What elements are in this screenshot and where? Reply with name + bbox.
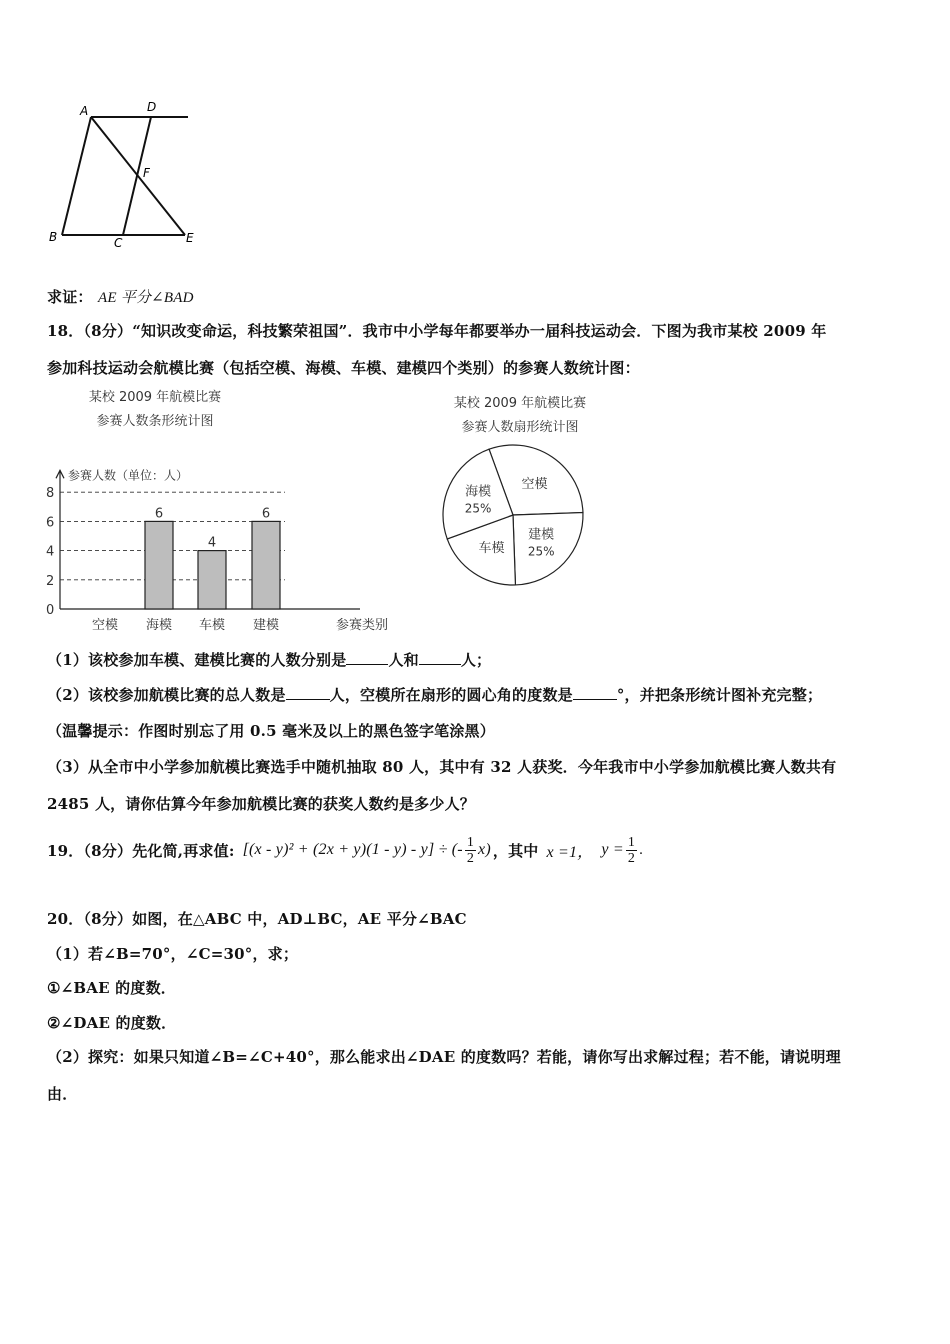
y-tick-label: 2	[46, 573, 55, 589]
bar-chart	[30, 435, 390, 640]
q20-stem: 20．（8分）如图，在△ABC 中，AD⊥BC，AE 平分∠BAC	[47, 910, 467, 928]
q17-prove-label: 求证：	[47, 288, 93, 306]
q19-y-num: 1	[627, 834, 636, 850]
q18-part2	[47, 684, 822, 705]
q19	[47, 830, 643, 870]
q18-part3-line2: 2485 人，请你估算今年参加航模比赛的获奖人数约是多少人？	[47, 795, 475, 813]
x-tick-label: 建模	[252, 618, 280, 633]
answer-blank[interactable]	[419, 650, 461, 665]
q18-hint: （温馨提示：作图时别忘了用 0.5 毫米及以上的黑色签字笔涂黑）	[47, 722, 495, 740]
q20-part1: （1）若∠B=70°，∠C=30°，求；	[47, 945, 299, 963]
y-tick-label: 6	[46, 515, 55, 531]
x-tick-label: 海模	[145, 618, 173, 633]
q18-part1	[47, 649, 491, 670]
q19-y-den: 2	[627, 850, 636, 866]
point-label-f: F	[143, 166, 150, 180]
slice-percent-label: 25%	[527, 544, 555, 559]
y-axis-label: 参赛人数（单位：人）	[68, 468, 189, 483]
data-label: 6	[154, 506, 164, 522]
y-tick-label: 8	[46, 486, 55, 502]
q18-part1-text-a: （1）该校参加车模、建模比赛的人数分别是	[47, 651, 347, 669]
q19-prefix: 19．（8分）先化简,再求值:	[47, 841, 235, 860]
bar	[252, 521, 280, 609]
slice-label: 车模	[478, 540, 505, 556]
q19-end: .	[639, 841, 644, 858]
slice-label: 空模	[521, 477, 548, 493]
q18-part1-text-b: 人和	[388, 651, 419, 669]
slice-percent-label: 25%	[464, 501, 492, 516]
slice-label: 建模	[528, 527, 555, 543]
q18-part1-text-c: 人；	[460, 651, 492, 669]
q18-part2-text-c: °，并把条形统计图补充完整；	[616, 686, 823, 704]
answer-blank[interactable]	[573, 685, 617, 700]
q18-stem-line1: 18．（8分）“知识改变命运，科技繁荣祖国”．我市中小学每年都要举办一届科技运动会．下图为我市某校 2009 年	[47, 322, 827, 340]
q20-sub1: ①∠BAE 的度数．	[47, 979, 176, 997]
x-axis-label: 参赛类别	[335, 618, 389, 633]
q17-prove-statement: AE 平分∠BAD	[98, 290, 194, 306]
x-tick-label: 空模	[91, 618, 119, 633]
point-label-d: D	[147, 100, 157, 114]
bar-chart-subtitle: 参赛人数条形统计图	[96, 414, 214, 429]
slice-label: 海模	[465, 484, 492, 500]
q19-frac-num: 1	[466, 834, 475, 850]
segment-ab	[62, 117, 91, 235]
pie-chart	[438, 440, 588, 590]
point-label-c: C	[114, 236, 123, 250]
q18-stem-line2: 参加科技运动会航模比赛（包括空模、海模、车模、建模四个类别）的参赛人数统计图：	[47, 359, 640, 377]
q17-prove	[47, 286, 194, 307]
bar-chart-title: 某校 2009 年航模比赛	[88, 390, 222, 405]
y-tick-label: 4	[46, 544, 55, 560]
q20-part2-line1: （2）探究：如果只知道∠B=∠C+40°，那么能求出∠DAE 的度数吗？若能，请你写出求解过程；若不能，请说明理	[47, 1048, 841, 1066]
bar	[198, 551, 226, 609]
q19-fraction	[465, 835, 476, 866]
point-label-b: B	[49, 230, 58, 244]
point-label-e: E	[186, 231, 194, 245]
q19-expr-main: [(x - y)² + (2x + y)(1 - y) - y] ÷ (-	[242, 841, 463, 858]
q19-y-fraction	[626, 835, 637, 866]
answer-blank[interactable]	[286, 685, 330, 700]
bar	[145, 521, 173, 609]
q19-cond-x: x =1，	[546, 843, 594, 861]
geometry-figure	[40, 95, 210, 255]
point-label-a: A	[80, 104, 89, 118]
q19-expr-tail: x)	[478, 841, 491, 858]
q19-expression	[243, 835, 491, 866]
q18-part3-line1: （3）从全市中小学参加航模比赛选手中随机抽取 80 人，其中有 32 人获奖．今年我市中小学参加航模比赛人数共有	[47, 758, 837, 776]
data-label: 6	[261, 506, 271, 522]
q18-part2-text-b: 人，空模所在扇形的圆心角的度数是	[329, 686, 573, 704]
pie-chart-subtitle: 参赛人数扇形统计图	[461, 420, 579, 435]
q19-frac-den: 2	[466, 850, 475, 866]
data-label: 4	[207, 535, 217, 551]
q20-sub2: ②∠DAE 的度数．	[47, 1014, 177, 1032]
q18-part2-text-a: （2）该校参加航模比赛的总人数是	[47, 686, 286, 704]
answer-blank[interactable]	[346, 650, 388, 665]
q19-cond-y: y =	[601, 841, 624, 858]
y-tick-label: 0	[46, 603, 55, 618]
pie-chart-title: 某校 2009 年航模比赛	[453, 396, 587, 411]
q19-where: ，其中	[492, 841, 539, 860]
q20-part2-line2: 由．	[47, 1085, 78, 1103]
x-tick-label: 车模	[198, 618, 226, 633]
